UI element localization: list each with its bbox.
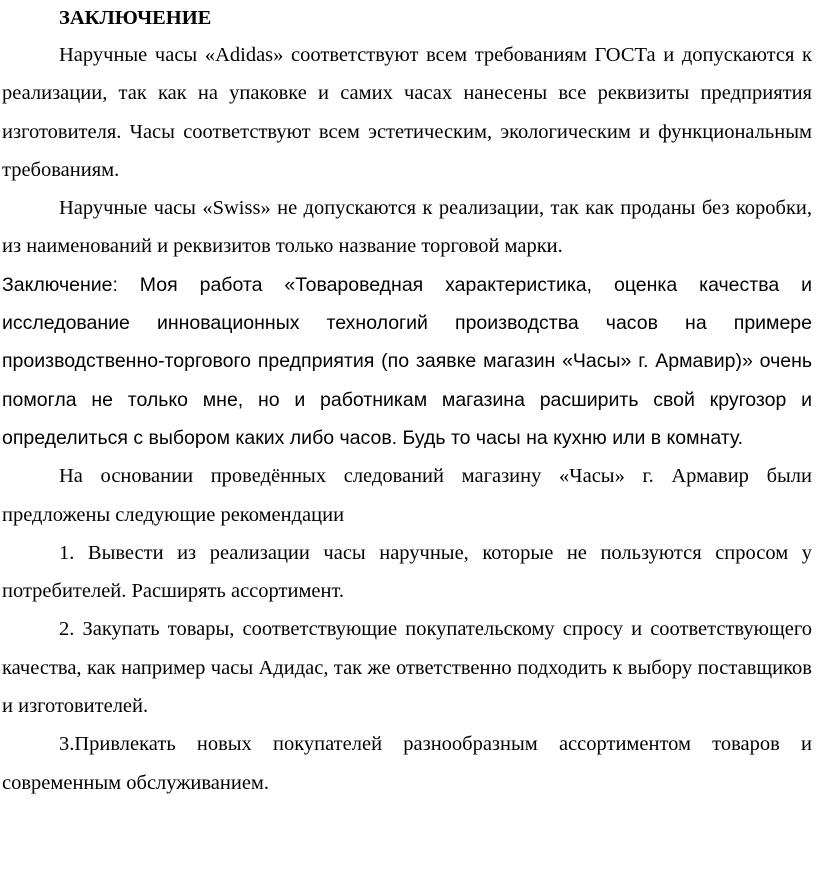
paragraph-work-conclusion: Заключение: Моя работа «Товароведная характеристика, оценка качества и исследование инновационных технологий производства часов на примере производственно-торгового предприятия (по заявке магазин «Часы» г. Армавир)» очень помогла не только мне, но и работникам магазина расширить свой кругозор и определиться с выбором каких либо часов. Будь то часы на кухню или в комнату. [2,273,812,449]
document-title: ЗАКЛЮЧЕНИЕ [59,7,212,29]
paragraph-recommendations-intro: На основании проведённых следований магазину «Часы» г. Армавир были предложены следующие рекомендации [2,465,812,526]
paragraph-swiss-conclusion: Наручные часы «Swiss» не допускаются к реализации, так как проданы без коробки, из наименований и реквизитов только название торговой марки. [2,197,812,258]
recommendation-item-3: 3.Привлекать новых покупателей разнообразным ассортиментом товаров и современным обслуживанием. [2,733,812,794]
recommendation-item-2: 2. Закупать товары, соответствующие покупательскому спросу и соответствующего качества, как например часы Адидас, так же ответственно подходить к выбору поставщиков и изготовителей. [2,618,812,718]
document-page [2,0,812,802]
recommendation-item-1: 1. Вывести из реализации часы наручные, которые не пользуются спросом у потребителей. Расширять ассортимент. [2,541,812,603]
paragraph-adidas-conclusion: Наручные часы «Adidas» соответствуют всем требованиям ГОСТа и допускаются к реализации, так как на упаковке и самих часах нанесены все реквизиты предприятия изготовителя. Часы соответствуют всем эстетическим, экологическим и функциональным требованиям. [2,44,812,181]
